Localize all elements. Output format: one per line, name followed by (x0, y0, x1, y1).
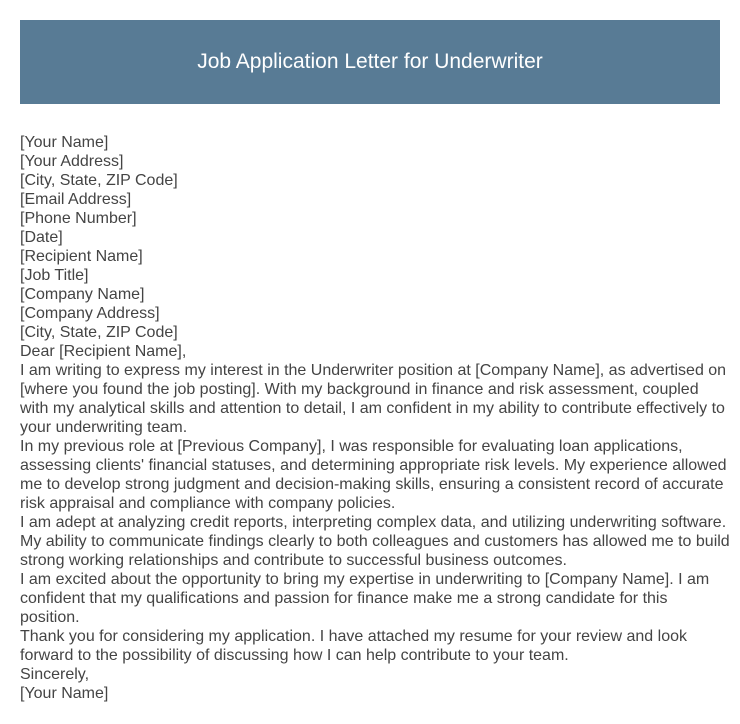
closing: Sincerely, (20, 666, 90, 683)
recipient-company-address: [Company Address] (20, 305, 160, 322)
paragraph-enthusiasm: I am excited about the opportunity to bring my expertise in underwriting to [Company Name]. I am confident that my qualifications and passion for finance make me a strong candidate for this position. (20, 571, 710, 626)
sender-phone: [Phone Number] (20, 210, 137, 227)
recipient-company-name: [Company Name] (20, 286, 145, 303)
salutation: Dear [Recipient Name], (20, 343, 187, 360)
letter-date: [Date] (20, 229, 63, 246)
header-banner (20, 20, 720, 104)
paragraph-experience: In my previous role at [Previous Company], I was responsible for evaluating loan applications, assessing clients' financial statuses, and determining appropriate risk levels. My experience allowed me to develop strong judgment and decision-making skills, ensuring a consistent record of accurate risk appraisal and compliance with company policies. (20, 438, 727, 512)
sender-name: [Your Name] (20, 134, 109, 151)
recipient-city-state-zip: [City, State, ZIP Code] (20, 324, 178, 341)
page-title: Job Application Letter for Underwriter (197, 50, 543, 73)
recipient-name: [Recipient Name] (20, 248, 143, 265)
paragraph-skills: I am adept at analyzing credit reports, interpreting complex data, and utilizing underwriting software. My ability to communicate findings clearly to both colleagues and customers has allowed me to build strong working relationships and contribute to successful business outcomes. (20, 514, 730, 569)
signature: [Your Name] (20, 685, 109, 702)
paragraph-thanks: Thank you for considering my application. I have attached my resume for your review and look forward to the possibility of discussing how I can help contribute to your team. (20, 628, 687, 664)
sender-city-state-zip: [City, State, ZIP Code] (20, 172, 178, 189)
paragraph-intro: I am writing to express my interest in the Underwriter position at [Company Name], as advertised on [where you found the job posting]. With my background in finance and risk assessment, coupled with my analytical skills and attention to detail, I am confident in my ability to contribute effectively to your underwriting team. (20, 362, 727, 436)
letter-body (20, 133, 730, 703)
sender-email: [Email Address] (20, 191, 132, 208)
sender-address: [Your Address] (20, 153, 124, 170)
recipient-job-title: [Job Title] (20, 267, 89, 284)
